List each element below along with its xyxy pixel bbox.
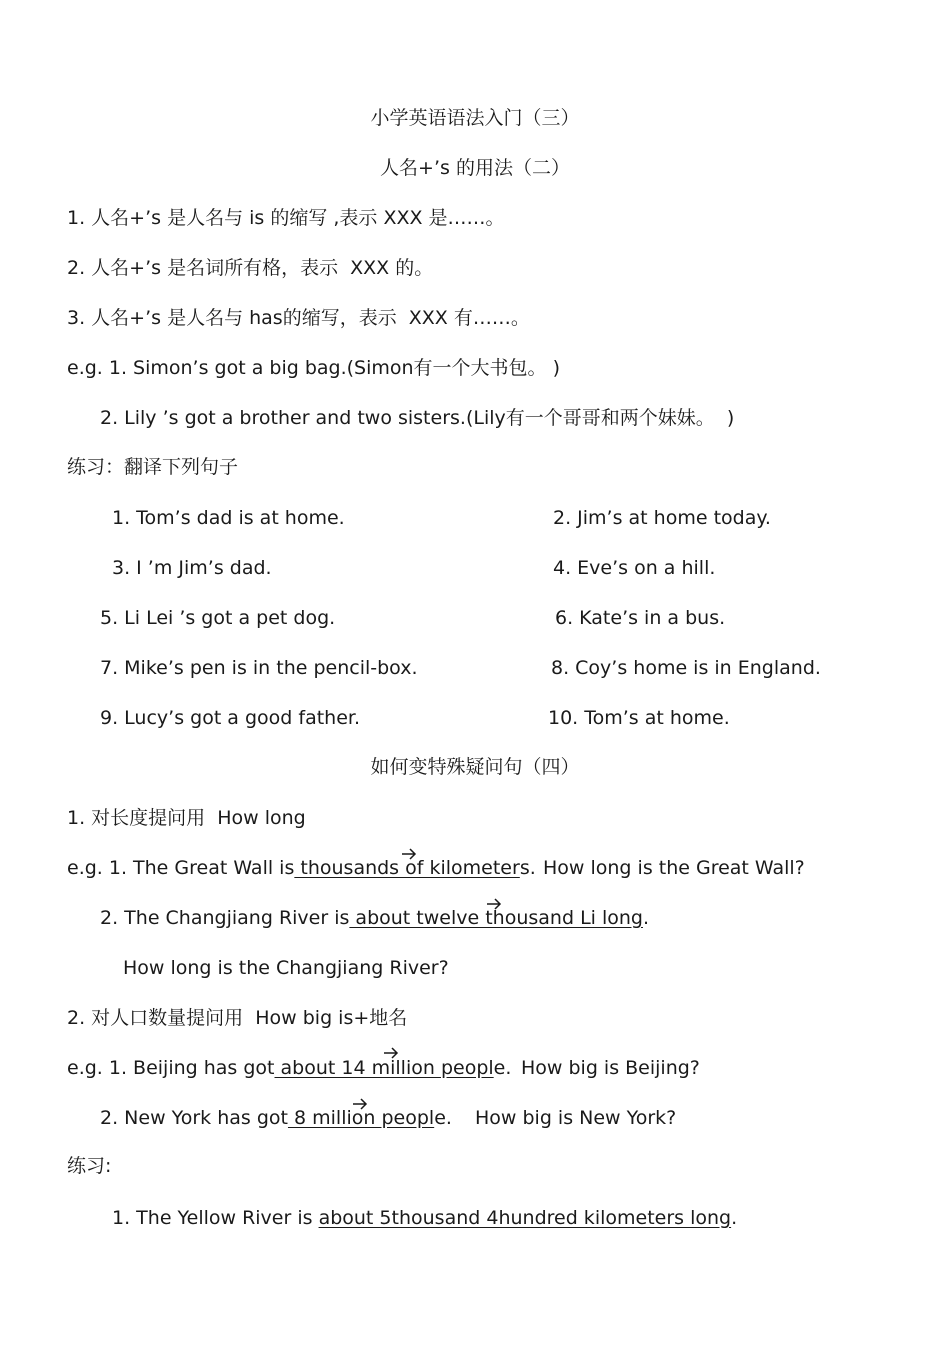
- example-text: e.g. 1. The Great Wall is: [67, 857, 295, 879]
- underlined-answer: 8 million peopl: [287, 1107, 435, 1129]
- rule-3: 3. 人名+’s 是人名与 has的缩写，表示 XXX 有……。: [67, 307, 530, 329]
- practice-item: 10. Tom’s at home.: [548, 707, 730, 729]
- underlined-answer: about twelve thousand Li long: [349, 907, 643, 929]
- practice-text: .: [731, 1207, 738, 1229]
- arrow-icon: [486, 898, 502, 910]
- underlined-answer: about 5thousand 4hundred kilometers long: [318, 1207, 732, 1229]
- rule-2: 2. 人名+’s 是名词所有格，表示 XXX 的。: [67, 257, 434, 279]
- practice-item: 9. Lucy’s got a good father.: [100, 707, 361, 729]
- example-text: e.: [493, 1057, 512, 1079]
- practice-item: 5. Li Lei ’s got a pet dog.: [100, 607, 336, 629]
- practice-item: 2. Jim’s at home today.: [553, 507, 771, 529]
- practice-item: 3. I ’m Jim’s dad.: [112, 557, 272, 579]
- s2-example-2: [100, 906, 649, 930]
- example-text: 2. New York has got: [100, 1107, 288, 1129]
- practice-label: 练习：翻译下列句子: [67, 456, 239, 478]
- example-1: e.g. 1. Simon’s got a big bag.(Simon有一个大书包。 ): [67, 357, 561, 379]
- example-text: s.: [519, 857, 536, 879]
- page-subtitle: 人名+’s 的用法（二）: [380, 157, 570, 179]
- practice2-label: 练习:: [67, 1155, 112, 1177]
- section2-title: 如何变特殊疑问句（四）: [370, 756, 580, 778]
- practice2-item: [112, 1206, 737, 1230]
- underlined-answer: about 14 million peopl: [274, 1057, 494, 1079]
- s2-example-2-question: How long is the Changjiang River?: [123, 957, 449, 979]
- s2-rule-1: 1. 对长度提问用 How long: [67, 807, 306, 829]
- example-text: e.: [434, 1107, 452, 1129]
- practice-item: 1. Tom’s dad is at home.: [112, 507, 345, 529]
- underlined-answer: thousands of kilometer: [294, 857, 520, 879]
- practice-text: 1. The Yellow River is: [112, 1207, 319, 1229]
- s2-example-3: [67, 1056, 511, 1080]
- example-text: .: [642, 907, 650, 929]
- rule-1: 1. 人名+’s 是人名与 is 的缩写 ,表示 XXX 是……。: [67, 207, 505, 229]
- example-2: 2. Lily ’s got a brother and two sisters.(Lily有一个哥哥和两个妹妹。 ): [100, 407, 735, 429]
- s2-rule-2: 2. 对人口数量提问用 How big is+地名: [67, 1007, 408, 1029]
- example-text: e.g. 1. Beijing has got: [67, 1057, 275, 1079]
- arrow-icon: [383, 1047, 399, 1059]
- practice-item: 7. Mike’s pen is in the pencil-box.: [100, 657, 418, 679]
- s2-example-1: [67, 856, 536, 880]
- s2-example-1-question: How long is the Great Wall?: [543, 857, 805, 879]
- arrow-icon: [401, 848, 417, 860]
- practice-item: 6. Kate’s in a bus.: [555, 607, 726, 629]
- s2-example-4: [100, 1106, 452, 1130]
- page-title: 小学英语语法入门（三）: [370, 107, 580, 129]
- practice-item: 8. Coy’s home is in England.: [551, 657, 821, 679]
- s2-example-4-question: How big is New York?: [475, 1107, 677, 1129]
- practice-item: 4. Eve’s on a hill.: [553, 557, 716, 579]
- example-text: 2. The Changjiang River is: [100, 907, 350, 929]
- s2-example-3-question: How big is Beijing?: [521, 1057, 700, 1079]
- arrow-icon: [352, 1098, 368, 1110]
